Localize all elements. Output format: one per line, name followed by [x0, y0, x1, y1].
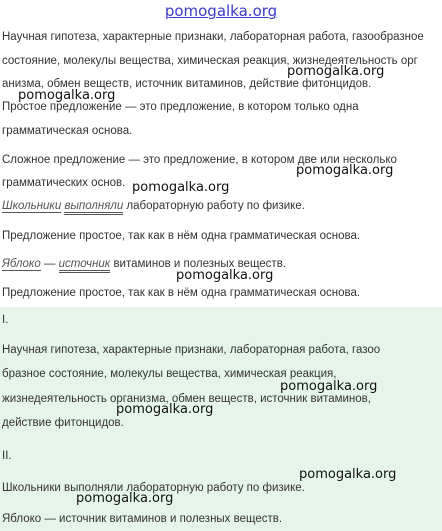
site-watermark-header: pomogalka.org	[164, 2, 278, 20]
subject-underlined: Школьники	[2, 200, 62, 212]
watermark: pomogalka.org	[76, 491, 174, 506]
example-sentence-1	[2, 199, 305, 213]
example-1-note: Предложение простое, так как в нём одна грамматическая основа.	[2, 230, 361, 242]
watermark: pomogalka.org	[280, 379, 378, 394]
simple-sentence-definition-1: Простое предложение — это предложение, в котором только одна	[2, 101, 359, 113]
roman-numeral-1: I.	[2, 314, 9, 326]
watermark: pomogalka.org	[287, 64, 385, 79]
sentence-b-1: Школьники выполняли лабораторную работу по физике.	[2, 482, 305, 494]
roman-numeral-2: II.	[2, 450, 12, 462]
watermark: pomogalka.org	[296, 163, 394, 178]
watermark: pomogalka.org	[116, 402, 214, 417]
word-list-line-3: анизма, обмен веществ, источник витаминов, действие фитонцидов.	[2, 78, 372, 90]
sentence-b-2: Яблоко — источник витаминов и полезных веществ.	[2, 513, 283, 525]
word-list-b-line-1: Научная гипотеза, характерные признаки, лабораторная работа, газоо	[2, 344, 381, 356]
word-list-b-line-3: жизнедеятельность организма, обмен веществ, источник витаминов,	[2, 393, 371, 405]
watermark: pomogalka.org	[176, 268, 274, 283]
sentence-rest: лабораторную работу по физике.	[123, 200, 305, 212]
word-list-line-2: состояние, молекулы вещества, химическая реакция, жизнедеятельность орг	[2, 55, 418, 67]
complex-sentence-definition-2: грамматических основ.	[2, 177, 126, 189]
watermark: pomogalka.org	[132, 180, 230, 195]
watermark: pomogalka.org	[299, 467, 397, 482]
word-list-b-line-2: бразное состояние, молекулы вещества, химическая реакция,	[2, 368, 337, 380]
example-2-note: Предложение простое, так как в нём одна грамматическая основа.	[2, 287, 361, 299]
complex-sentence-definition-1: Сложное предложение — это предложение, в котором две или несколько	[2, 154, 397, 166]
word-list-b-line-4: действие фитонцидов.	[2, 417, 124, 429]
predicate-underlined: источник	[59, 258, 111, 273]
simple-sentence-definition-2: грамматическая основа.	[2, 125, 133, 137]
predicate-underlined: выполняли	[64, 200, 123, 215]
watermark: pomogalka.org	[18, 88, 116, 103]
word-list-line-1: Научная гипотеза, характерные признаки, лабораторная работа, газообразное	[2, 31, 424, 43]
subject-underlined: Яблоко	[2, 258, 41, 270]
dash: —	[40, 258, 59, 270]
sentence-rest: витаминов и полезных веществ.	[110, 258, 286, 270]
